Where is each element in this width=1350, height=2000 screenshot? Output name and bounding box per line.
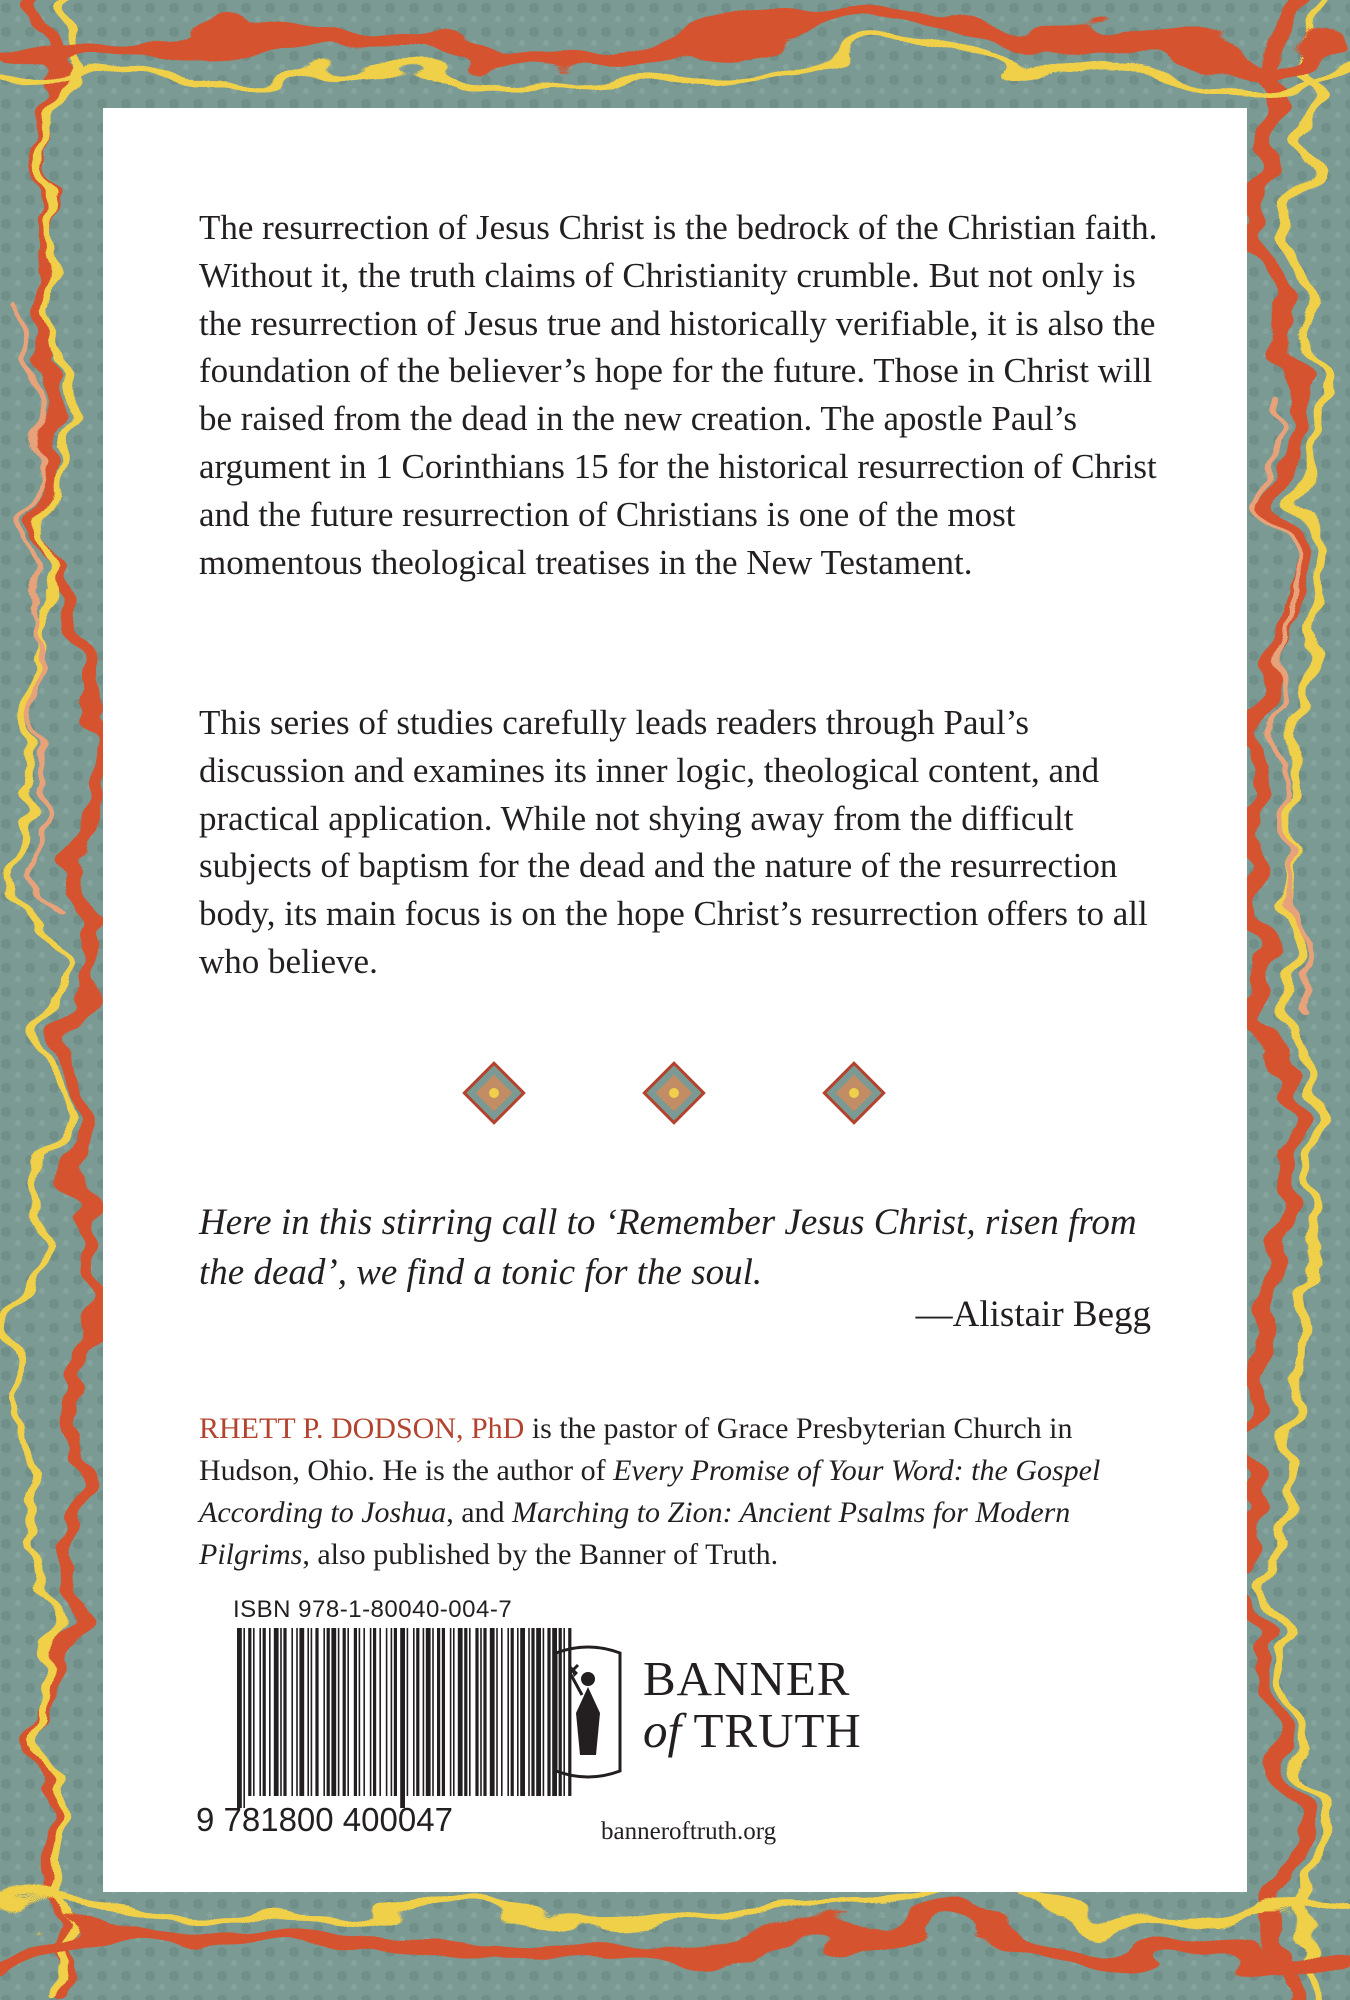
barcode-bar <box>343 1628 346 1796</box>
publisher-name <box>643 1653 862 1757</box>
blurb-paragraph-2: This series of studies carefully leads readers through Paul’s discussion and examines its inner logic, theological content, and practical application. While not shying away from the difficult subjects of baptism for the dead and the nature of the resurrection body, its main focus is on the hope Christ’s resurrection offers to all who believe. <box>199 703 1148 981</box>
publisher-logo-icon <box>548 1643 628 1783</box>
barcode-bar <box>291 1628 293 1796</box>
publisher-name-of: of <box>643 1703 682 1758</box>
endorsement-quote: Here in this stirring call to ‘Remember Jesus Christ, risen from the dead’, we find a tonic for the soul. <box>199 1202 1137 1293</box>
barcode-bar <box>517 1628 519 1796</box>
barcode-bar <box>296 1628 298 1796</box>
author-bio-text: is the pastor of Grace Presbyterian Church in Hudson, Ohio. He is the author of <box>199 1412 1073 1487</box>
barcode-bar <box>363 1628 365 1796</box>
publisher-name-line-2: TRUTH <box>693 1703 862 1758</box>
barcode-bar <box>263 1628 266 1796</box>
barcode-bar <box>243 1628 245 1808</box>
author-bio <box>199 1408 1159 1576</box>
author-bio-text: , also published by the Banner of Truth. <box>302 1538 779 1571</box>
author-bio-text: , and <box>446 1496 513 1529</box>
barcode-bar <box>280 1628 282 1796</box>
barcode-bar <box>543 1628 545 1796</box>
book-title: Every Promise of Your Word: the Gospel According to Joshua <box>199 1454 1101 1529</box>
diamond-ornament-icon <box>819 1058 889 1128</box>
barcode-bar <box>528 1628 530 1796</box>
barcode-bar <box>450 1628 452 1796</box>
back-cover-panel <box>103 108 1247 1892</box>
barcode-bar <box>400 1628 405 1808</box>
barcode-bar <box>307 1628 309 1796</box>
barcode-bar <box>475 1628 478 1796</box>
barcode-bar <box>501 1628 503 1796</box>
diamond-ornament-icon <box>639 1058 709 1128</box>
barcode-bar <box>315 1628 318 1796</box>
barcode-bar <box>283 1628 286 1796</box>
barcode-bar <box>299 1628 304 1796</box>
barcode-bar <box>259 1628 261 1796</box>
barcode-bar <box>453 1628 455 1796</box>
barcode-bar <box>536 1628 541 1796</box>
barcode-bar <box>511 1628 514 1796</box>
barcode-bar <box>496 1628 498 1796</box>
barcode-bar <box>253 1628 255 1796</box>
barcode-bar <box>458 1628 463 1796</box>
barcode-bar <box>407 1628 409 1796</box>
barcode-bar <box>480 1628 482 1796</box>
barcode-bar <box>391 1628 393 1796</box>
barcode-bar <box>338 1628 340 1796</box>
barcode-bar <box>483 1628 486 1796</box>
barcode-bar <box>331 1628 336 1796</box>
barcode-bar <box>311 1628 313 1796</box>
author-name: RHETT P. DODSON, PhD <box>199 1412 525 1445</box>
barcode-bar <box>416 1628 419 1796</box>
barcode-bar <box>394 1628 397 1796</box>
barcode-bar <box>269 1628 271 1796</box>
barcode-digits: 9 781800 400047 <box>196 1801 453 1838</box>
barcode-bar <box>379 1628 381 1796</box>
barcode-bar <box>464 1628 467 1796</box>
barcode-bar <box>490 1628 495 1796</box>
barcode-bar <box>520 1628 525 1796</box>
barcode-bar <box>370 1628 372 1796</box>
barcode-bar <box>413 1628 415 1796</box>
barcode-bar <box>347 1628 349 1796</box>
barcode-bar <box>426 1628 431 1796</box>
barcode-bar <box>323 1628 325 1796</box>
barcode-bar <box>248 1628 251 1796</box>
blurb-paragraph-1: The resurrection of Jesus Christ is the bedrock of the Christian faith. Without it, the truth claims of Christianity crumble. But not only is the resurrection of Jesus true and historically verifiable, it is also the foundation of the believer’s hope for the future. Those in Christ will be raised from the dead in the new creation. The apostle Paul’s argument in 1 Corinthians 15 for the historical resurrection of Christ and the future resurrection of Christians is one of the most momentous theological treatises in the New Testament. <box>199 208 1158 582</box>
barcode-bar <box>359 1628 361 1796</box>
barcode-bar <box>373 1628 376 1796</box>
barcode-bar <box>274 1628 279 1796</box>
barcode-bar <box>432 1628 434 1796</box>
barcode-bar <box>507 1628 509 1796</box>
ornament-row <box>103 1058 1247 1128</box>
barcode-bar <box>531 1628 534 1796</box>
barcode-bar <box>237 1628 242 1808</box>
publisher-name-line-1: BANNER <box>643 1651 851 1706</box>
book-title: Marching to Zion: Ancient Psalms for Modern Pilgrims <box>199 1496 1071 1571</box>
barcode-bar <box>442 1628 445 1796</box>
endorsement-attribution: —Alistair Begg <box>915 1294 1151 1335</box>
barcode-bar <box>469 1628 471 1796</box>
barcode <box>233 1628 573 1808</box>
barcode-bar <box>354 1628 357 1796</box>
isbn-label: ISBN 978-1-80040-004-7 <box>233 1596 513 1623</box>
barcode-bar <box>327 1628 330 1796</box>
diamond-ornament-icon <box>459 1058 529 1128</box>
publisher-url: banneroftruth.org <box>601 1818 777 1845</box>
barcode-bar <box>437 1628 440 1796</box>
barcode-bar <box>423 1628 425 1796</box>
barcode-bar <box>386 1628 388 1796</box>
